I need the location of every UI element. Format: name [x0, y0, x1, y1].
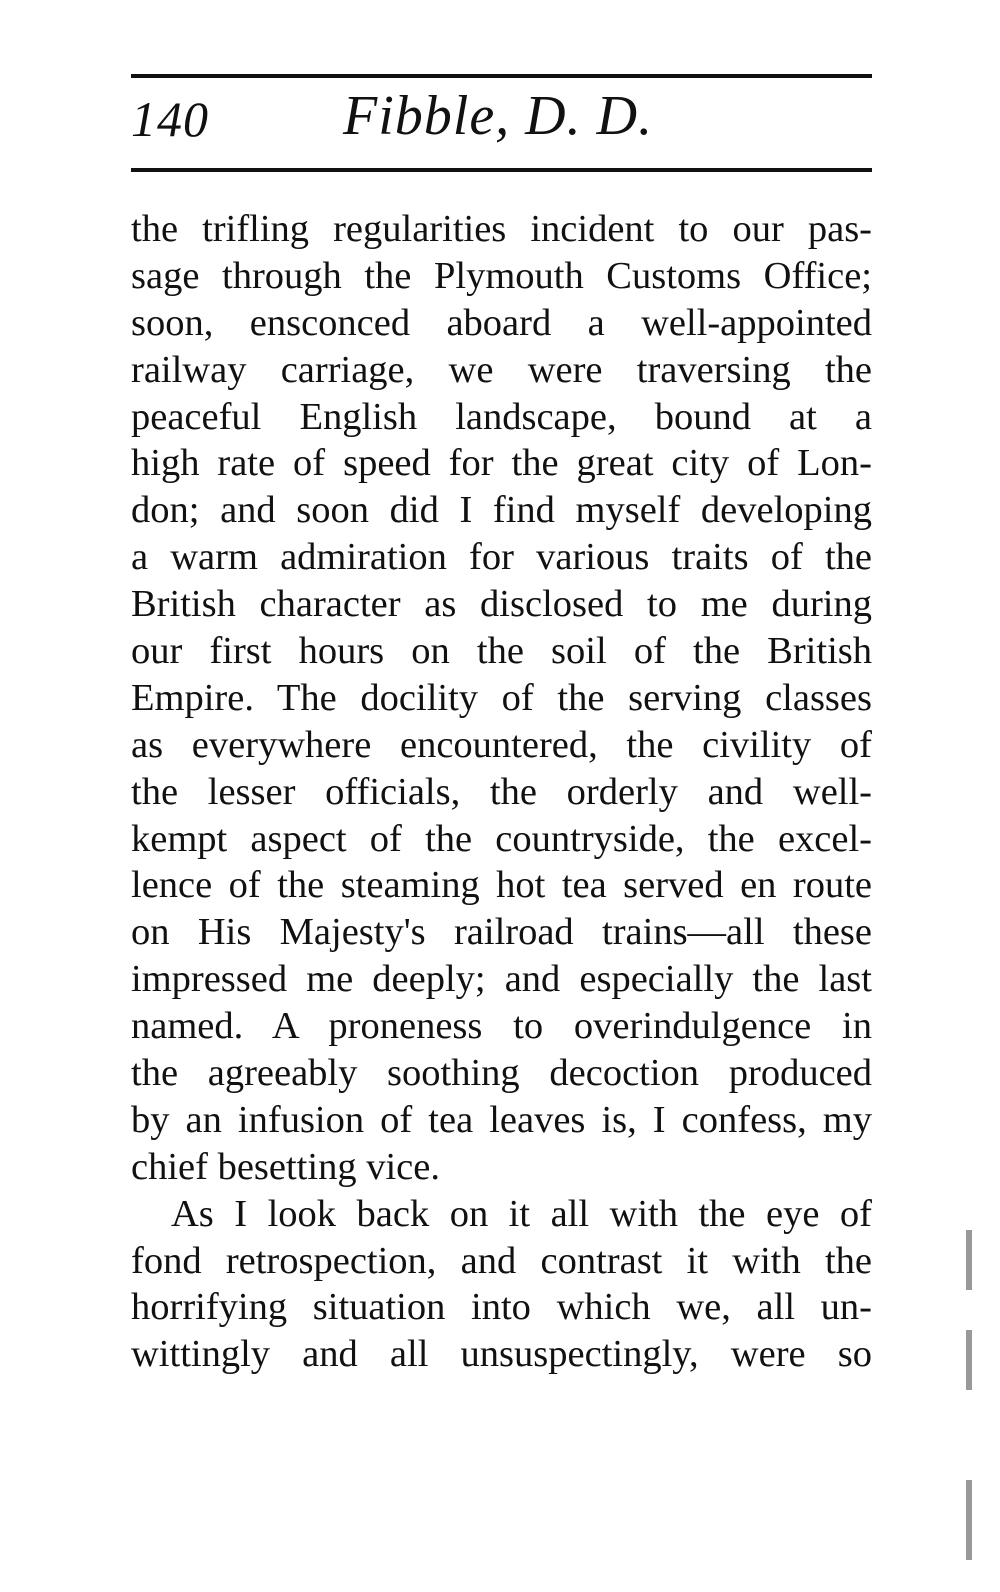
text-line: don; and soon did I find myself developing	[131, 489, 872, 532]
running-header	[131, 84, 872, 168]
text-line: soon, ensconced aboard a well-appointed	[131, 301, 872, 344]
text-line: As I look back on it all with the eye of	[171, 1192, 872, 1235]
text-line: our first hours on the soil of the British	[131, 630, 872, 673]
text-line: impressed me deeply; and especially the last	[131, 958, 872, 1001]
header-top-rule	[131, 74, 872, 78]
text-line: the agreeably soothing decoction produced	[131, 1052, 872, 1095]
text-line: a warm admiration for various traits of the	[131, 536, 872, 579]
text-line: as everywhere encountered, the civility of	[131, 723, 872, 766]
text-line: fond retrospection, and contrast it with the	[131, 1239, 872, 1282]
text-line: kempt aspect of the countryside, the excel-	[131, 817, 872, 860]
text-line: on His Majesty's railroad trains—all these	[131, 911, 872, 954]
text-line: peaceful English landscape, bound at a	[131, 395, 872, 438]
text-line: high rate of speed for the great city of Lon-	[131, 442, 872, 485]
text-line: named. A proneness to overindulgence in	[131, 1005, 872, 1048]
running-title: Fibble, D. D.	[343, 85, 654, 147]
scan-edge-mark	[966, 1480, 972, 1560]
text-line: horrifying situation into which we, all un-	[131, 1286, 872, 1329]
text-line: the lesser officials, the orderly and well-	[131, 770, 872, 813]
body-text	[131, 206, 872, 1378]
text-line: lence of the steaming hot tea served en route	[131, 864, 872, 907]
text-line: Empire. The docility of the serving classes	[131, 676, 872, 719]
text-line: sage through the Plymouth Customs Office;	[131, 254, 872, 297]
scan-edge-mark	[966, 1230, 972, 1290]
text-line: British character as disclosed to me during	[131, 583, 872, 626]
paragraph-1	[131, 206, 872, 1191]
text-line: the trifling regularities incident to our pas-	[131, 208, 872, 250]
text-line: wittingly and all unsuspectingly, were so	[131, 1333, 872, 1376]
page-number: 140	[131, 91, 209, 147]
header-bottom-rule	[131, 168, 872, 172]
scan-edge-mark	[966, 1330, 972, 1390]
text-line: by an infusion of tea leaves is, I confess, my	[131, 1098, 872, 1141]
text-line: chief besetting vice.	[131, 1145, 440, 1188]
paragraph-2	[131, 1191, 872, 1379]
text-line: railway carriage, we were traversing the	[131, 348, 872, 391]
